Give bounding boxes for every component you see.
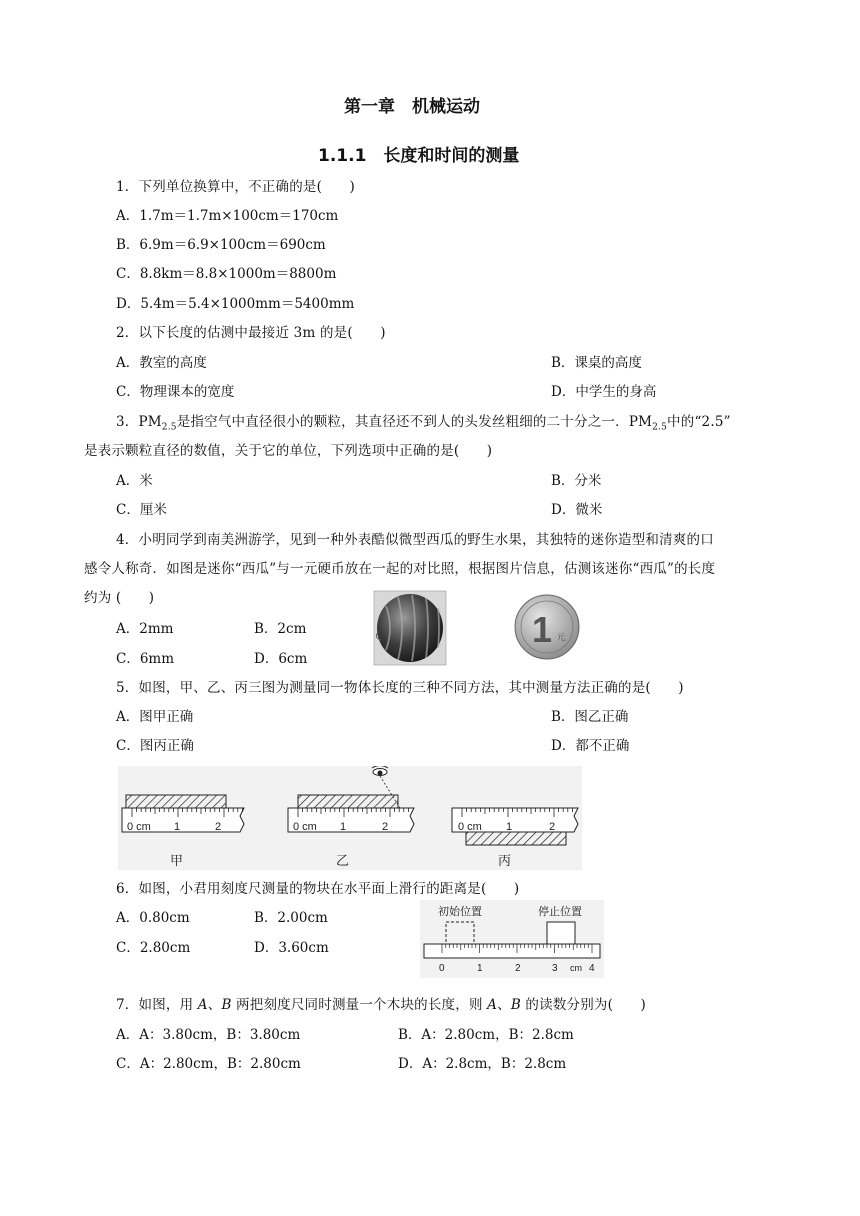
coin-icon xyxy=(515,595,579,659)
q7-ruler-b: B xyxy=(221,997,232,1013)
q5-option-d: D．都不正确 xyxy=(551,738,630,754)
ruler-jia-label-1: 1 xyxy=(174,821,181,833)
q2-option-c: C．物理课本的宽度 xyxy=(116,384,235,400)
q7-ruler-a: A xyxy=(197,997,208,1013)
q2-option-b: B．课桌的高度 xyxy=(551,355,642,371)
q3-text-a: 3．PM xyxy=(116,414,162,430)
q1-stem: 1．下列单位换算中，不正确的是( ) xyxy=(116,179,355,195)
q1-option-a: A．1.7m＝1.7m×100cm＝170cm xyxy=(116,208,339,224)
object-block-yi xyxy=(298,795,398,808)
ruler-bing-label-2: 2 xyxy=(549,821,556,833)
q7-sep: 、 xyxy=(207,997,222,1013)
q4-option-c: C．6mm xyxy=(116,651,175,667)
chapter-title: 第一章 机械运动 xyxy=(344,97,480,117)
coin-number: 1 xyxy=(531,609,553,650)
figure-label-yi: 乙 xyxy=(336,853,350,868)
start-position-label: 初始位置 xyxy=(438,905,482,918)
q6-option-b: B．2.00cm xyxy=(254,910,328,926)
ruler-bing-label-1: 1 xyxy=(506,821,513,833)
figure-label-bing: 丙 xyxy=(498,853,512,868)
q4-option-d: D．6cm xyxy=(254,651,308,667)
q5-figure xyxy=(118,766,582,870)
q7-option-b: B．A：2.80cm，B：2.8cm xyxy=(398,1027,574,1043)
q6-stem: 6．如图，小君用刻度尺测量的物块在水平面上滑行的距离是( ) xyxy=(116,881,520,897)
q7-ruler-a-2: A xyxy=(487,997,498,1013)
q4-option-a: A．2mm xyxy=(116,621,174,637)
q7-text-c: 的读数分别为( ) xyxy=(520,997,646,1013)
q3-option-c: C．厘米 xyxy=(116,502,167,518)
stop-position-label: 停止位置 xyxy=(538,905,582,918)
watermelon-icon xyxy=(377,594,443,662)
q7-stem xyxy=(116,993,646,1013)
q3-line2: 是表示颗粒直径的数值，关于它的单位，下列选项中正确的是( ) xyxy=(84,443,493,459)
q7-option-c: C．A：2.80cm，B：2.80cm xyxy=(116,1056,301,1072)
q4-line3: 约为 ( ) xyxy=(84,590,155,606)
q6-option-d: D．3.60cm xyxy=(254,940,329,956)
q6-ruler-label-3: 3 xyxy=(552,963,558,974)
q6-ruler-label-4: 4 xyxy=(589,963,595,974)
q7-ruler-b-2: B xyxy=(510,997,521,1013)
q5-option-c: C．图丙正确 xyxy=(116,738,194,754)
q6-ruler-label-0: 0 xyxy=(439,963,445,974)
section-title: 1.1.1 长度和时间的测量 xyxy=(318,146,520,166)
q3-subscript-2: 2.5 xyxy=(652,422,668,433)
q6-option-c: C．2.80cm xyxy=(116,940,191,956)
q5-option-a: A．图甲正确 xyxy=(116,709,194,725)
q6-option-a: A．0.80cm xyxy=(116,910,190,926)
ruler-yi-label-2: 2 xyxy=(382,821,389,833)
q6-ruler-label-2: 2 xyxy=(515,963,521,974)
ruler-jia-label-0: 0 cm xyxy=(127,821,151,833)
q4-option-b: B．2cm xyxy=(254,621,307,637)
q6-figure xyxy=(420,900,604,978)
q2-option-a: A．教室的高度 xyxy=(116,355,207,371)
coin-unit: 元 xyxy=(556,632,566,642)
q6-ruler-unit: cm xyxy=(570,963,582,973)
object-block-bing xyxy=(466,832,566,845)
q5-stem: 5．如图，甲、乙、丙三图为测量同一物体长度的三种不同方法，其中测量方法正确的是( ) xyxy=(116,680,684,696)
q5-option-b: B．图乙正确 xyxy=(551,709,629,725)
q3-text-b: 是指空气中直径很小的颗粒，其直径还不到人的头发丝粗细的二十分之一．PM xyxy=(176,414,653,430)
ruler-yi-label-1: 1 xyxy=(340,821,347,833)
figure-label-jia: 甲 xyxy=(170,853,184,868)
q3-option-a: A．米 xyxy=(116,473,153,489)
q4-line2: 感令人称奇．如图是迷你“西瓜”与一元硬币放在一起的对比照，根据图片信息，估测该迷你“西瓜”的长度 xyxy=(84,561,716,577)
q3-option-b: B．分米 xyxy=(551,473,602,489)
stop-block xyxy=(547,922,575,944)
ruler-yi-label-0: 0 cm xyxy=(293,821,317,833)
q3-line1 xyxy=(116,410,731,433)
q4-line1: 4．小明同学到南美洲游学，见到一种外表酷似微型西瓜的野生水果，其独特的迷你造型和清爽的口 xyxy=(116,532,714,548)
q7-option-d: D．A：2.8cm，B：2.8cm xyxy=(398,1056,567,1072)
q3-option-d: D．微米 xyxy=(551,502,603,518)
ruler-jia-label-2: 2 xyxy=(215,821,222,833)
q1-option-c: C．8.8km＝8.8×1000m＝8800m xyxy=(116,266,337,282)
q3-subscript-1: 2.5 xyxy=(161,422,177,433)
q6-ruler-label-1: 1 xyxy=(477,963,483,974)
object-block-jia xyxy=(126,795,226,808)
q7-option-a: A．A：3.80cm，B：3.80cm xyxy=(116,1027,301,1043)
q7-text-b: 两把刻度尺同时测量一个木块的长度，则 xyxy=(231,997,488,1013)
q7-text-a: 7．如图，用 xyxy=(116,997,198,1013)
q1-option-d: D．5.4m＝5.4×1000mm＝5400mm xyxy=(116,296,355,312)
q7-sep-2: 、 xyxy=(497,997,511,1013)
ruler-bing-label-0: 0 cm xyxy=(458,821,482,833)
q2-stem: 2．以下长度的估测中最接近 3m 的是( ) xyxy=(116,325,386,341)
q3-text-c: 中的“2.5” xyxy=(667,414,731,430)
q4-figure xyxy=(372,590,584,666)
q2-option-d: D．中学生的身高 xyxy=(551,384,657,400)
q1-option-b: B．6.9m＝6.9×100cm＝690cm xyxy=(116,237,326,253)
